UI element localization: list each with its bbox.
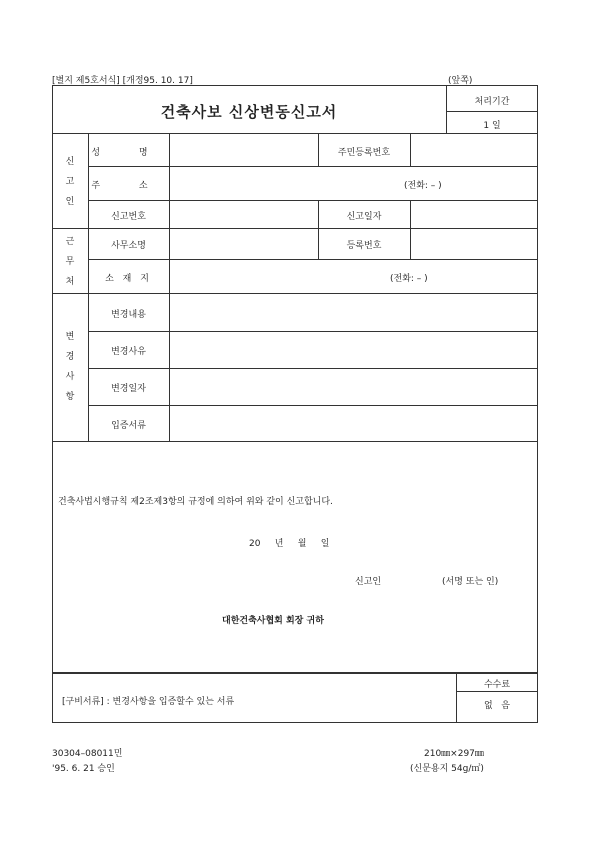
location-field[interactable] bbox=[170, 260, 385, 292]
change-date-label: 변경일자 bbox=[111, 384, 146, 394]
address-field[interactable] bbox=[170, 167, 400, 199]
fee-value: 없 음 bbox=[484, 701, 510, 711]
processing-period-value: 1 일 bbox=[483, 121, 501, 131]
changes-section-label: 변 경 사 항 bbox=[65, 332, 75, 402]
office-name-label: 사무소명 bbox=[111, 241, 146, 251]
paper-size: 210㎜×297㎜ bbox=[424, 749, 484, 759]
form-code: [별지 제5호서식] [개정95. 10. 17] bbox=[52, 76, 193, 86]
name-label: 성 명 bbox=[91, 148, 166, 158]
signature-label: (서명 또는 인) bbox=[442, 577, 499, 587]
declaration-statement: 건축사법시행규칙 제2조제3항의 규정에 의하여 위와 같이 신고합니다. bbox=[58, 497, 333, 507]
documents-note: [구비서류] : 변경사항을 입증할수 있는 서류 bbox=[62, 697, 235, 707]
processing-period-label: 처리기간 bbox=[474, 97, 510, 107]
change-reason-field[interactable] bbox=[170, 332, 537, 367]
resident-id-field[interactable] bbox=[411, 134, 537, 165]
report-no-field[interactable] bbox=[170, 201, 317, 227]
change-content-label: 변경내용 bbox=[111, 310, 146, 320]
resident-id-label: 주민등록번호 bbox=[337, 148, 391, 158]
form-title: 건축사보 신상변동신고서 bbox=[160, 103, 338, 121]
report-no-label: 신고번호 bbox=[111, 212, 146, 222]
report-date-field[interactable] bbox=[411, 201, 537, 227]
location-label: 소 재 지 bbox=[105, 274, 152, 284]
workplace-section-label: 근 무 처 bbox=[65, 237, 75, 287]
registration-no-label: 등록번호 bbox=[346, 241, 382, 251]
registration-no-field[interactable] bbox=[411, 229, 537, 258]
reporter-sign-label: 신고인 bbox=[355, 577, 382, 587]
form-number: 30304–08011민 bbox=[52, 749, 123, 759]
office-name-field[interactable] bbox=[170, 229, 317, 258]
proof-documents-label: 입증서류 bbox=[111, 421, 146, 431]
proof-documents-field[interactable] bbox=[170, 406, 537, 440]
change-content-field[interactable] bbox=[170, 294, 537, 330]
paper-type: (신문용지 54g/㎡) bbox=[410, 764, 484, 774]
change-reason-label: 변경사유 bbox=[111, 347, 146, 357]
address-phone-template: (전화: – ) bbox=[404, 181, 442, 191]
approval-date: '95. 6. 21 승인 bbox=[52, 764, 115, 774]
report-date-label: 신고일자 bbox=[346, 212, 382, 222]
name-field[interactable] bbox=[170, 134, 317, 165]
reporter-section-label: 신 고 인 bbox=[65, 157, 75, 207]
recipient: 대한건축사협회 회장 귀하 bbox=[222, 616, 324, 626]
fee-label: 수수료 bbox=[483, 680, 511, 690]
change-date-field[interactable] bbox=[170, 369, 537, 404]
location-phone-template: (전화: – ) bbox=[390, 274, 428, 284]
side-label: (앞쪽) bbox=[448, 76, 473, 86]
address-label: 주 소 bbox=[91, 181, 166, 191]
declaration-date: 20 년 월 일 bbox=[249, 539, 330, 549]
